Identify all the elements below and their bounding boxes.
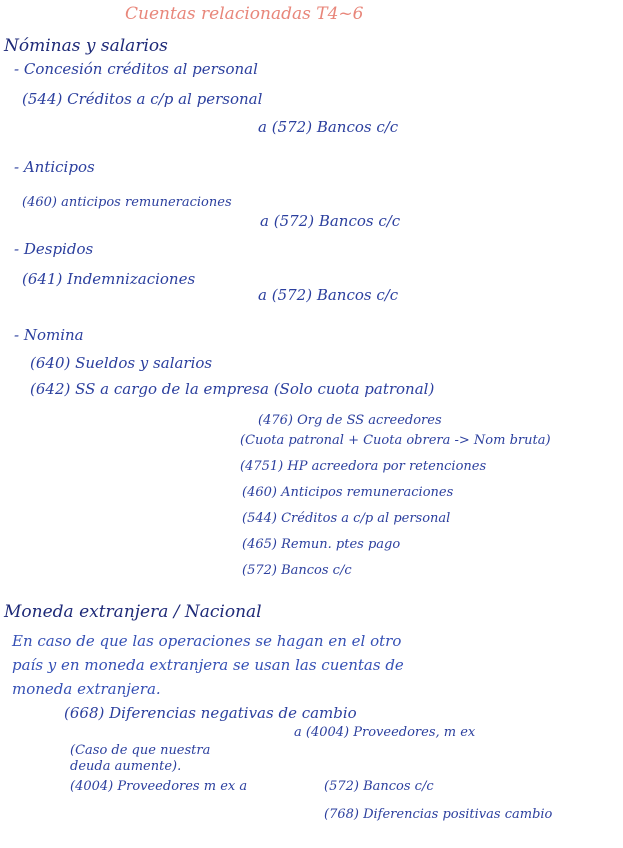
anticipos-label: - Anticipos bbox=[14, 158, 95, 176]
despidos-label: - Despidos bbox=[14, 240, 94, 258]
moneda-note-line-2: deuda aumente). bbox=[70, 759, 182, 774]
nomina-debit-sueldos: (640) Sueldos y salarios bbox=[30, 354, 213, 372]
moneda-text-line-1: En caso de que las operaciones se hagan en el otro bbox=[12, 632, 402, 650]
concesion-credit-entry: a (572) Bancos c/c bbox=[258, 118, 399, 136]
nomina-credit-hp: (4751) HP acreedora por retenciones bbox=[240, 459, 487, 474]
nomina-credit-remun: (465) Remun. ptes pago bbox=[242, 537, 401, 552]
moneda-entry1-debit: (668) Diferencias negativas de cambio bbox=[64, 704, 357, 722]
moneda-entry2-credit-bancos: (572) Bancos c/c bbox=[324, 779, 434, 794]
page-title: Cuentas relacionadas T4~6 bbox=[125, 4, 364, 24]
moneda-note-line-1: (Caso de que nuestra bbox=[70, 743, 211, 758]
nomina-credit-bancos: (572) Bancos c/c bbox=[242, 563, 352, 578]
section-heading-nominas: Nóminas y salarios bbox=[4, 36, 168, 56]
nomina-debit-ss: (642) SS a cargo de la empresa (Solo cuota patronal) bbox=[30, 380, 435, 398]
moneda-text-line-3: moneda extranjera. bbox=[12, 680, 161, 698]
nomina-credit-org-ss: (476) Org de SS acreedores bbox=[258, 413, 442, 428]
anticipos-credit-entry: a (572) Bancos c/c bbox=[260, 212, 401, 230]
moneda-entry2-credit-diferencias: (768) Diferencias positivas cambio bbox=[324, 807, 553, 822]
anticipos-debit-entry: (460) anticipos remuneraciones bbox=[22, 195, 232, 210]
concesion-label: - Concesión créditos al personal bbox=[14, 60, 258, 78]
despidos-debit-entry: (641) Indemnizaciones bbox=[22, 270, 196, 288]
nomina-credit-creditos: (544) Créditos a c/p al personal bbox=[242, 511, 451, 526]
nomina-credit-anticipos: (460) Anticipos remuneraciones bbox=[242, 485, 454, 500]
nomina-label: - Nomina bbox=[14, 326, 84, 344]
concesion-debit-entry: (544) Créditos a c/p al personal bbox=[22, 90, 263, 108]
moneda-text-line-2: país y en moneda extranjera se usan las cuentas de bbox=[12, 656, 404, 674]
section-heading-moneda: Moneda extranjera / Nacional bbox=[4, 602, 262, 622]
moneda-entry1-credit: a (4004) Proveedores, m ex bbox=[294, 725, 476, 740]
nomina-credit-org-ss-note: (Cuota patronal + Cuota obrera -> Nom bruta) bbox=[240, 433, 551, 448]
despidos-credit-entry: a (572) Bancos c/c bbox=[258, 286, 399, 304]
moneda-entry2-debit: (4004) Proveedores m ex a bbox=[70, 779, 248, 794]
